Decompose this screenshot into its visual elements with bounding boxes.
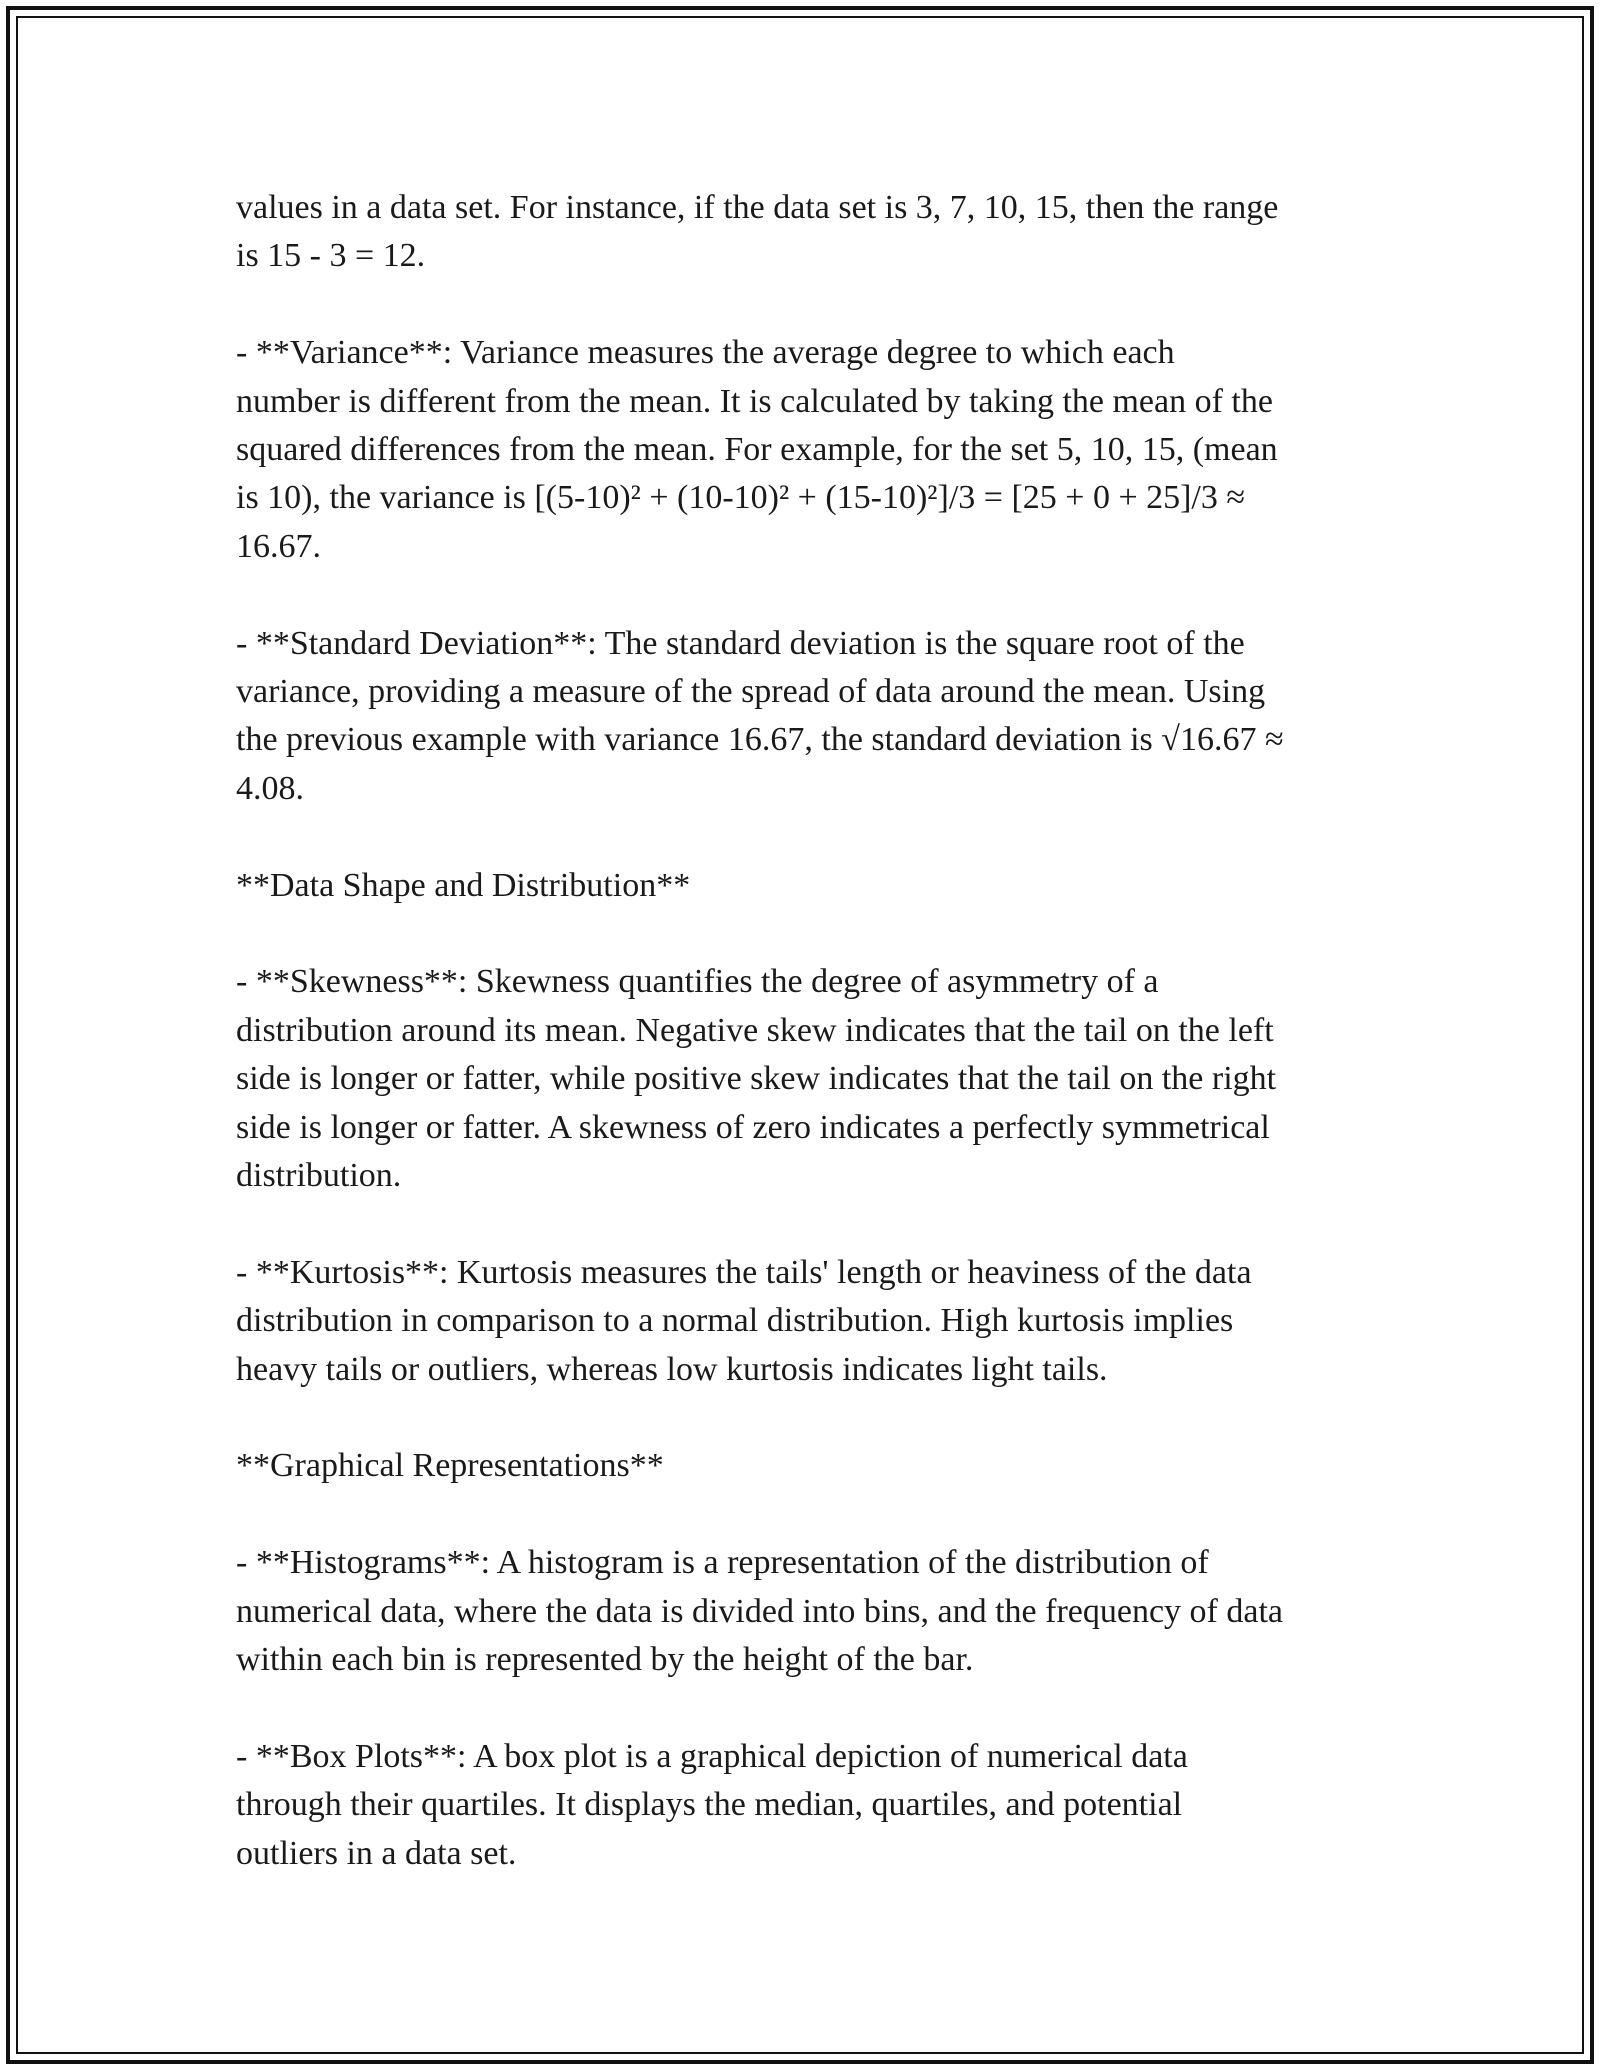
paragraph-box-plots: - **Box Plots**: A box plot is a graphical depiction of numerical data through their quartiles. It displays the median, quartiles, and potential outliers in a data set. xyxy=(236,1737,1188,1872)
paragraph-variance: - **Variance**: Variance measures the average degree to which each number is different from the mean. It is calculated by taking the mean of the squared differences from the mean. For example, for the set 5, 10, 15, (mean is 10), the variance is [(5-10)² + (10-10)² + (15-10)²]/3 = [25 + 0 + 25]/3 ≈ 16.67. xyxy=(236,334,1278,565)
paragraph-range-continuation: values in a data set. For instance, if the data set is 3, 7, 10, 15, then the range is 15 - 3 = 12. xyxy=(236,189,1279,275)
section-heading-graphical: **Graphical Representations** xyxy=(236,1447,664,1485)
paragraph-histograms: - **Histograms**: A histogram is a representation of the distribution of numerical data, where the data is divided into bins, and the frequency of data within each bin is represented by the height of the bar. xyxy=(236,1544,1284,1679)
document-body xyxy=(236,184,1376,1878)
paragraph-standard-deviation: - **Standard Deviation**: The standard deviation is the square root of the variance, providing a measure of the spread of data around the mean. Using the previous example with variance 16.67, the standard deviation is √16.67 ≈ 4.08. xyxy=(236,624,1284,807)
paragraph-kurtosis: - **Kurtosis**: Kurtosis measures the tails' length or heaviness of the data distribution in comparison to a normal distribution. High kurtosis implies heavy tails or outliers, whereas low kurtosis indicates light tails. xyxy=(236,1253,1252,1388)
section-heading-data-shape: **Data Shape and Distribution** xyxy=(236,866,691,904)
paragraph-skewness: - **Skewness**: Skewness quantifies the degree of asymmetry of a distribution around its mean. Negative skew indicates that the tail on the left side is longer or fatter, while positive skew indicates that the tail on the right side is longer or fatter. A skewness of zero indicates a perfectly symmetrical distribution. xyxy=(236,963,1277,1195)
